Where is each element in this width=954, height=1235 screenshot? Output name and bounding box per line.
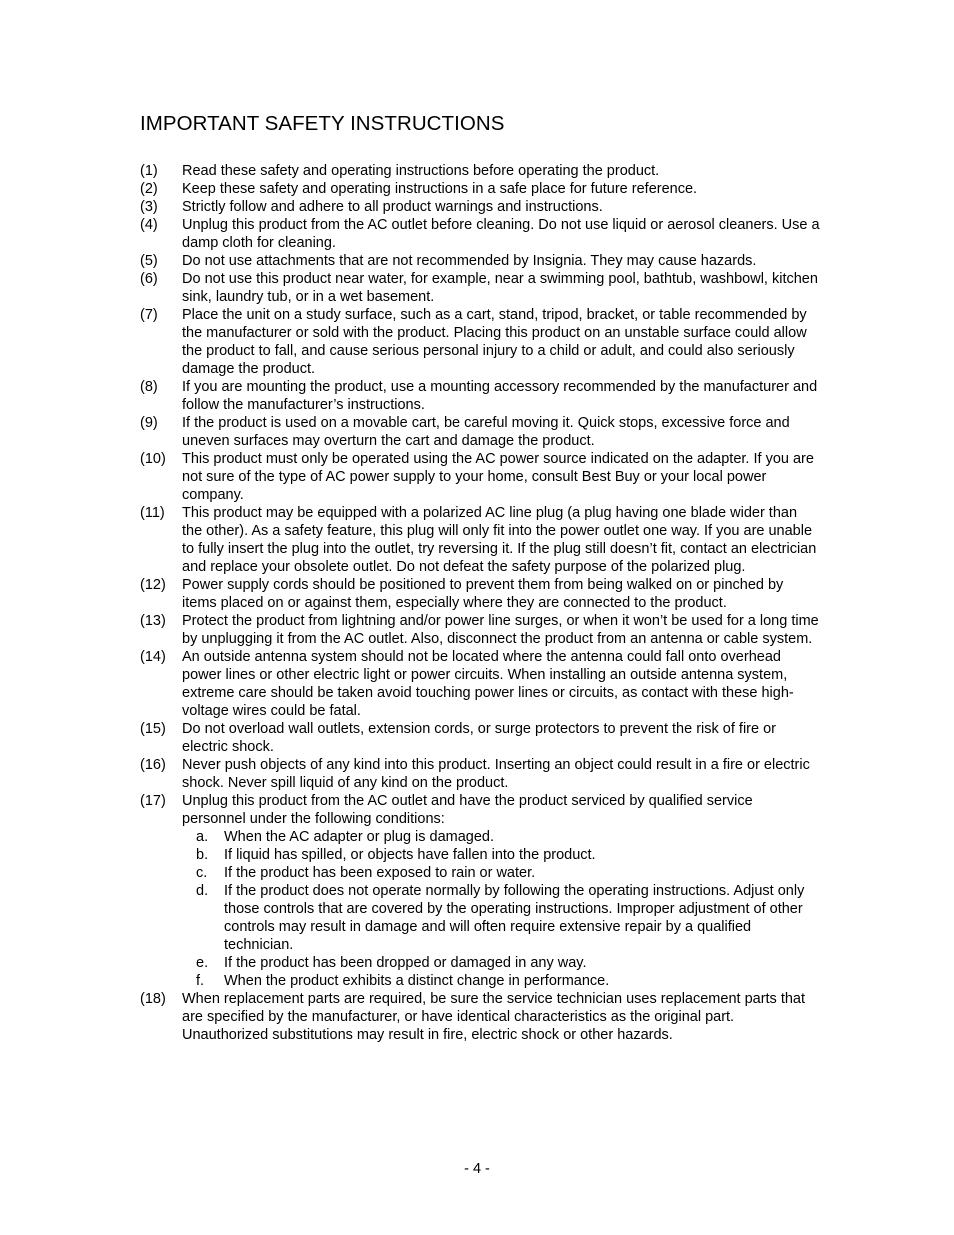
list-item bbox=[140, 792, 820, 828]
item-number: (7) bbox=[140, 307, 158, 323]
item-number: (16) bbox=[140, 757, 166, 773]
sublist-text: If the product does not operate normally by following the operating instructions. Adjust only those controls that are covered by the operating instructions. Improper adjustment of other controls may result in damage and will often require extensive repair by a qualified technician. bbox=[224, 883, 805, 953]
item-text: Power supply cords should be positioned to prevent them from being walked on or pinched by items placed on or against them, especially where they are connected to the product. bbox=[182, 577, 784, 611]
list-item bbox=[140, 180, 820, 198]
list-item bbox=[140, 450, 820, 504]
item-number: (12) bbox=[140, 577, 166, 593]
item-text: Never push objects of any kind into this product. Inserting an object could result in a fire or electric shock. Never spill liquid of any kind on the product. bbox=[182, 757, 810, 791]
sublist-letter: d. bbox=[196, 883, 209, 899]
item-number: (15) bbox=[140, 721, 166, 737]
list-item bbox=[140, 504, 820, 576]
item-number: (2) bbox=[140, 181, 158, 197]
sublist-letter: e. bbox=[196, 955, 209, 971]
list-item bbox=[140, 198, 820, 216]
item-text: Unplug this product from the AC outlet before cleaning. Do not use liquid or aerosol cleaners. Use a damp cloth for cleaning. bbox=[182, 217, 820, 251]
sublist-item bbox=[182, 846, 820, 864]
item-number: (9) bbox=[140, 415, 158, 431]
item-number: (13) bbox=[140, 613, 166, 629]
sublist-item bbox=[182, 972, 820, 990]
list-item bbox=[140, 216, 820, 252]
list-item bbox=[140, 306, 820, 378]
list-item bbox=[140, 270, 820, 306]
page-title: IMPORTANT SAFETY INSTRUCTIONS bbox=[140, 112, 505, 135]
list-item bbox=[140, 756, 820, 792]
item-number: (18) bbox=[140, 991, 166, 1007]
item-text: Unplug this product from the AC outlet and have the product serviced by qualified service personnel under the following conditions: bbox=[182, 793, 753, 827]
item-number: (11) bbox=[140, 505, 165, 521]
item-number: (1) bbox=[140, 163, 158, 179]
item-number: (4) bbox=[140, 217, 158, 233]
sublist-letter: b. bbox=[196, 847, 209, 863]
sublist-item bbox=[182, 882, 820, 954]
list-item bbox=[140, 648, 820, 720]
item-text: Read these safety and operating instructions before operating the product. bbox=[182, 163, 660, 179]
page-number: - 4 - bbox=[464, 1161, 490, 1177]
sublist-item bbox=[182, 954, 820, 972]
list-item bbox=[140, 990, 820, 1044]
sublist-text: When the product exhibits a distinct change in performance. bbox=[224, 973, 610, 989]
item-number: (10) bbox=[140, 451, 166, 467]
sublist-text: If the product has been dropped or damaged in any way. bbox=[224, 955, 587, 971]
sublist-item bbox=[182, 864, 820, 882]
list-item bbox=[140, 612, 820, 648]
item-text: An outside antenna system should not be located where the antenna could fall onto overhead power lines or other electric light or power circuits. When installing an outside antenna system, extreme care should be taken avoid touching power lines or circuits, as contact with these high-voltage wires could be fatal. bbox=[182, 649, 794, 719]
item-number: (14) bbox=[140, 649, 166, 665]
sublist-letter: a. bbox=[196, 829, 209, 845]
item-number: (3) bbox=[140, 199, 158, 215]
list-item bbox=[140, 414, 820, 450]
item-text: Place the unit on a study surface, such as a cart, stand, tripod, bracket, or table recommended by the manufacturer or sold with the product. Placing this product on an unstable surface could allow the product to fall, and cause serious personal injury to a child or adult, and could also seriously damage the product. bbox=[182, 307, 807, 377]
service-conditions-sublist bbox=[182, 828, 820, 990]
list-item bbox=[140, 378, 820, 414]
item-text: Keep these safety and operating instructions in a safe place for future reference. bbox=[182, 181, 698, 197]
sublist-letter: c. bbox=[196, 865, 208, 881]
item-text: Protect the product from lightning and/or power line surges, or when it won’t be used for a long time by unplugging it from the AC outlet. Also, disconnect the product from an antenna or cable system. bbox=[182, 613, 819, 647]
sublist-item bbox=[182, 828, 820, 846]
list-item bbox=[140, 162, 820, 180]
item-text: Do not use this product near water, for example, near a swimming pool, bathtub, washbowl, kitchen sink, laundry tub, or in a wet basement. bbox=[182, 271, 818, 305]
item-text: This product must only be operated using the AC power source indicated on the adapter. If you are not sure of the type of AC power supply to your home, consult Best Buy or your local power company. bbox=[182, 451, 814, 503]
item-text: Strictly follow and adhere to all product warnings and instructions. bbox=[182, 199, 603, 215]
item-text: Do not overload wall outlets, extension cords, or surge protectors to prevent the risk of fire or electric shock. bbox=[182, 721, 776, 755]
item-number: (6) bbox=[140, 271, 158, 287]
item-text: This product may be equipped with a polarized AC line plug (a plug having one blade wider than the other). As a safety feature, this plug will only fit into the power outlet one way. If you are unable to fully insert the plug into the outlet, try reversing it. If the plug still doesn’t fit, contact an electrician and replace your obsolete outlet. Do not defeat the safety purpose of the polarized plug. bbox=[182, 505, 817, 575]
item-text: If the product is used on a movable cart, be careful moving it. Quick stops, excessive force and uneven surfaces may overturn the cart and damage the product. bbox=[182, 415, 790, 449]
sublist-text: If the product has been exposed to rain or water. bbox=[224, 865, 536, 881]
item-number: (17) bbox=[140, 793, 166, 809]
sublist-text: If liquid has spilled, or objects have fallen into the product. bbox=[224, 847, 596, 863]
list-item bbox=[140, 720, 820, 756]
list-item bbox=[140, 252, 820, 270]
sublist-letter: f. bbox=[196, 973, 205, 989]
item-text: If you are mounting the product, use a mounting accessory recommended by the manufacturer and follow the manufacturer’s instructions. bbox=[182, 379, 818, 413]
list-item bbox=[140, 576, 820, 612]
item-text: Do not use attachments that are not recommended by Insignia. They may cause hazards. bbox=[182, 253, 757, 269]
safety-instructions-list bbox=[140, 162, 820, 1044]
item-number: (8) bbox=[140, 379, 158, 395]
sublist-text: When the AC adapter or plug is damaged. bbox=[224, 829, 495, 845]
item-text: When replacement parts are required, be sure the service technician uses replacement parts that are specified by the manufacturer, or have identical characteristics as the original part. Unauthorized substitutions may result in fire, electric shock or other hazards. bbox=[182, 991, 806, 1043]
item-number: (5) bbox=[140, 253, 158, 269]
